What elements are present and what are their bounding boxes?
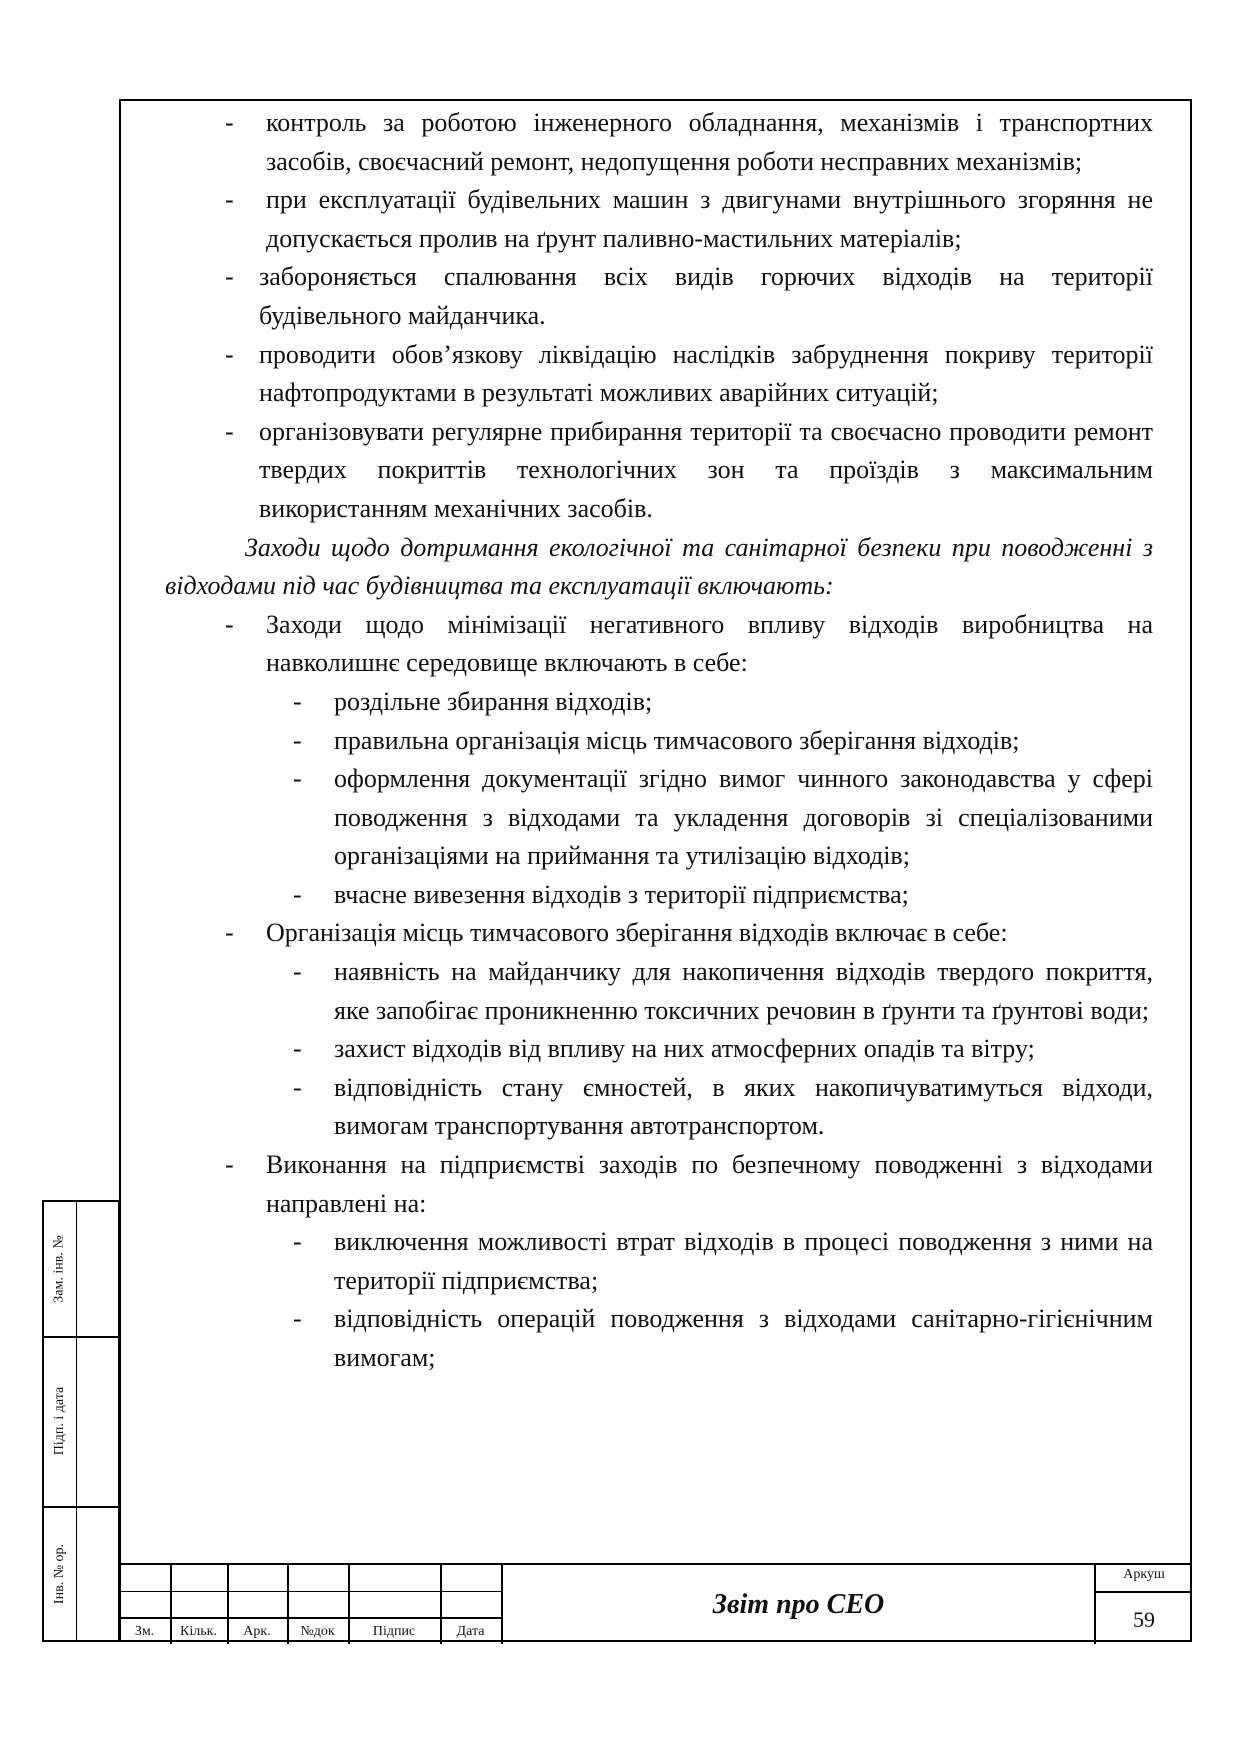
sub-list-item [165, 760, 1153, 876]
bullet-dash: - [225, 918, 234, 948]
side-stamp [42, 1200, 120, 1642]
group-item [165, 914, 1153, 953]
bullet-dash: - [293, 686, 302, 716]
title-block-divider [119, 1617, 502, 1619]
col-kilk: Кільк. [180, 1624, 217, 1639]
sub-item-text: наявність на майданчику для накопичення відходів твердого покриття, яке запобігає проникненню токсичних речовин в ґрунти та ґрунтові води; [334, 957, 1153, 1025]
sub-item-text: оформлення документації згідно вимог чинного законодавства у сфері поводження з відходами та укладення договорів зі спеціалізованими організаціями на приймання та утилізацію відходів; [334, 764, 1153, 871]
bullet-dash: - [293, 764, 302, 794]
zam-inv-label [47, 1202, 73, 1336]
bullet-dash: - [225, 609, 234, 639]
bullet-dash: - [293, 1304, 302, 1334]
sub-list-item [165, 876, 1153, 915]
sub-list-item [165, 1069, 1153, 1146]
sub-list-item [165, 683, 1153, 722]
col-pidpys: Підпис [372, 1624, 416, 1639]
sub-list-item [165, 1300, 1153, 1377]
title-block-divider [1094, 1591, 1192, 1593]
pidp-data-label [47, 1336, 73, 1506]
list-item [165, 336, 1153, 413]
bullet-dash: - [225, 108, 234, 137]
sub-item-text: захист відходів від впливу на них атмосферних опадів та вітру; [334, 1034, 1035, 1064]
group-item-text: Виконання на підприємстві заходів по безпечному поводженні з відходами направлені на: [266, 1150, 1153, 1218]
sub-item-text: відповідність операцій поводження з відходами санітарно-гігієнічним вимогам; [334, 1304, 1153, 1372]
title-block-divider [119, 1591, 502, 1592]
side-stamp-divider [76, 1202, 77, 1640]
bullet-dash: - [293, 1227, 302, 1257]
bullet-dash: - [225, 185, 234, 215]
sub-item-text: роздільне збирання відходів; [334, 686, 653, 716]
sub-item-text: відповідність стану ємностей, в яких накопичуватимуться відходи, вимогам транспортування автотранспортом. [334, 1072, 1153, 1141]
bullet-dash: - [293, 725, 302, 755]
list-item-text: організовувати регулярне прибирання території та своєчасно проводити ремонт твердих покриттів технологічних зон та проїздів з максимальним використанням механічних засобів. [259, 416, 1153, 523]
zam-inv-text: Зам. інв. № [52, 1235, 67, 1303]
col-zm: Зм. [134, 1624, 155, 1639]
bullet-dash: - [293, 1072, 302, 1102]
inv-orig-label [47, 1506, 73, 1642]
bullet-dash: - [293, 879, 302, 909]
title-block [119, 1563, 1192, 1644]
group-item-text: Заходи щодо мінімізації негативного впливу відходів виробництва на навколишнє середовище включають в себе: [266, 609, 1153, 678]
list-item [165, 104, 1153, 181]
bullet-dash: - [293, 957, 302, 987]
sub-list-item [165, 1030, 1153, 1069]
list-item-text: контроль за роботою інженерного обладнання, механізмів і транспортних засобів, своєчасний ремонт, недопущення роботи несправних механізмів; [266, 108, 1153, 176]
sub-list-item [165, 722, 1153, 761]
sheet-label: Аркуш [1123, 1567, 1165, 1582]
sub-list-item [165, 1223, 1153, 1300]
document-body [165, 104, 1153, 1378]
group-item [165, 606, 1153, 683]
list-item-text: проводити обов’язкову ліквідацію наслідків забруднення покриву території нафтопродуктами в результаті можливих аварійних ситуацій; [259, 339, 1153, 408]
bullet-dash: - [225, 339, 234, 369]
group-item-text: Організація місць тимчасового зберігання відходів включає в себе: [266, 918, 1008, 948]
list-item [165, 181, 1153, 258]
pidp-data-text: Підп. і дата [52, 1386, 68, 1456]
col-ark: Арк. [243, 1624, 271, 1639]
sub-list-item [165, 953, 1153, 1030]
inv-orig-text: Інв. № ор. [52, 1543, 67, 1605]
list-item [165, 258, 1153, 335]
sub-item-text: вчасне вивезення відходів з території підприємства; [334, 879, 909, 909]
sub-item-text: правильна організація місць тимчасового зберігання відходів; [334, 725, 1020, 755]
document-title: Звіт про СЕО [712, 1588, 885, 1620]
bullet-dash: - [293, 1034, 302, 1064]
bullet-dash: - [225, 416, 234, 446]
col-ndok: №док [300, 1624, 335, 1639]
page-number: 59 [1133, 1606, 1155, 1632]
col-data: Дата [456, 1624, 485, 1639]
section-paragraph: Заходи щодо дотримання екологічної та санітарної безпеки при поводженні з відходами під час будівництва та експлуатації включають: [165, 532, 1153, 601]
bullet-dash: - [225, 1150, 234, 1180]
sub-item-text: виключення можливості втрат відходів в процесі поводження з ними на території підприємства; [334, 1227, 1153, 1295]
group-item [165, 1146, 1153, 1223]
list-item [165, 413, 1153, 529]
list-item-text: забороняється спалювання всіх видів горючих відходів на території будівельного майданчика. [259, 262, 1153, 330]
list-item-text: при експлуатації будівельних машин з двигунами внутрішнього згоряння не допускається пролив на ґрунт паливно-мастильних матеріалів; [266, 185, 1153, 253]
bullet-dash: - [225, 262, 234, 292]
